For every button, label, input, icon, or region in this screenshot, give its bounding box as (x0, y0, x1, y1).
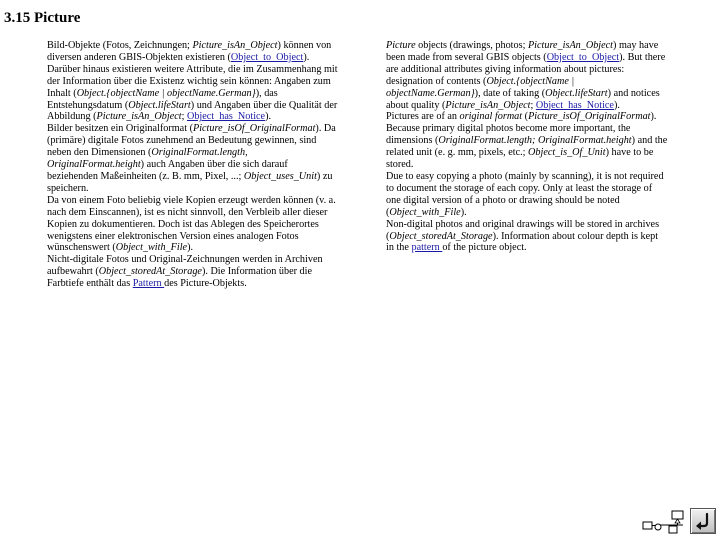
navigation-bar (642, 508, 716, 534)
class-diagram-icon[interactable] (642, 510, 686, 534)
term: Object.{objectName | objectName.German} (386, 75, 575, 99)
english-paragraph-4: Non-digital photos and original drawings will be stored in archives (Object_storedAt_Storage). Information about colour depth is kept in the pattern of the picture object. (386, 218, 660, 254)
term: Picture_isAn_Object (527, 40, 614, 51)
link-pattern-en[interactable]: pattern (411, 242, 443, 254)
return-button[interactable] (690, 508, 716, 534)
link-pattern-de[interactable]: Pattern (132, 278, 165, 290)
link-object-to-object-en[interactable]: Object_to_Object (546, 51, 620, 63)
return-arrow-icon (694, 512, 712, 530)
link-object-has-notice-en[interactable]: Object_has_Notice (535, 99, 614, 111)
english-column (386, 40, 668, 254)
german-paragraph-3: Da von einem Foto beliebig viele Kopien erzeugt werden können (v. a. nach dem Einscannen), ist es nicht sinnvoll, den Verbleib aller dieser Kopien zu dokumentieren. Doch ist das Ablegen des Speicherortes wenigstens einer elektronischen Version eines analogen Fotos wünschenswert (Object_with_File). (47, 194, 336, 254)
english-paragraph-3: Due to easy copying a photo (mainly by scanning), it is not required to document the storage of each copy. Only at least the storage of one digital version of a photo or drawing should be noted (Object_with_File). (386, 170, 664, 218)
term: original format (459, 111, 523, 123)
term: OriginalFormat.length; OriginalFormat.height (438, 135, 632, 147)
link-object-has-notice[interactable]: Object_has_Notice (186, 111, 266, 123)
term: Object_uses_Unit (243, 170, 317, 182)
term: Picture_isOf_OriginalFormat (192, 123, 316, 135)
term: Object_is_Of_Unit (528, 147, 606, 159)
english-paragraph-2: Pictures are of an original format (Picture_isOf_OriginalFormat). Because primary digital photos become more important, the dimensions (OriginalFormat.length; OriginalFormat.height) and the related unit (e. g. mm, pixels, etc.; Object_is_Of_Unit) have to be stored. (386, 111, 668, 171)
term: OriginalFormat.length, OriginalFormat.height (47, 147, 248, 171)
term: Object_with_File (115, 242, 188, 254)
term: Picture_isAn_Object (96, 111, 182, 123)
term: Picture_isAn_Object (192, 40, 278, 51)
german-paragraph-1: Bild-Objekte (Fotos, Zeichnungen; Picture_isAn_Object) können von diversen anderen GBIS-Objekten existieren (Object_to_Object). Darüber hinaus existieren weitere Attribute, die im Zusammenhang mit der Information über die Existenz wichtig sein können: Angaben zum Inhalt (Object.{objectName | objectName.German}), das Entstehungsdatum (Object.lifeStart) und Angaben über die Qualität der Abbildung (Picture_isAn_Object; Object_has_Notice). (47, 40, 338, 123)
term: Object.lifeStart (545, 87, 608, 99)
term: Object_storedAt_Storage (389, 230, 493, 242)
english-paragraph-1: Picture objects (drawings, photos; Picture_isAn_Object) may have been made from several GBIS objects (Object_to_Object). But there are additional attributes giving information about pictures: designation of contents (Object.{objectName | objectName.German}), date of taking (Object.lifeStart) and notices about quality (Picture_isAn_Object; Object_has_Notice). (386, 40, 666, 111)
term: Object_with_File (389, 206, 461, 218)
term: Object_storedAt_Storage (98, 266, 202, 278)
term: Picture (386, 40, 416, 51)
section-number: 3.15 (4, 10, 31, 26)
german-column (47, 40, 339, 290)
term: Object.{objectName | objectName.German} (76, 87, 256, 99)
german-paragraph-2: Bilder besitzen ein Originalformat (Picture_isOf_OriginalFormat). Da (primäre) digitale Fotos zunehmend an Bedeutung gewinnen, sind neben den Dimensionen (OriginalFormat.length, OriginalFormat.height) auch Angaben über die sich darauf beziehenden Maßeinheiten (z. B. mm, Pixel, ...; Object_uses_Unit) zu speichern. (47, 123, 336, 194)
section-title (4, 10, 80, 27)
term: Picture_isAn_Object (445, 99, 531, 111)
section-name: Picture (34, 10, 81, 26)
german-paragraph-4: Nicht-digitale Fotos und Original-Zeichnungen werden in Archiven aufbewahrt (Object_storedAt_Storage). Die Information über die Farbtiefe enthält das Pattern des Picture-Objekts. (47, 254, 323, 290)
term: Object.lifeStart (128, 99, 191, 111)
link-object-to-object[interactable]: Object_to_Object (230, 51, 304, 63)
term: Picture_isOf_OriginalFormat (528, 111, 651, 123)
